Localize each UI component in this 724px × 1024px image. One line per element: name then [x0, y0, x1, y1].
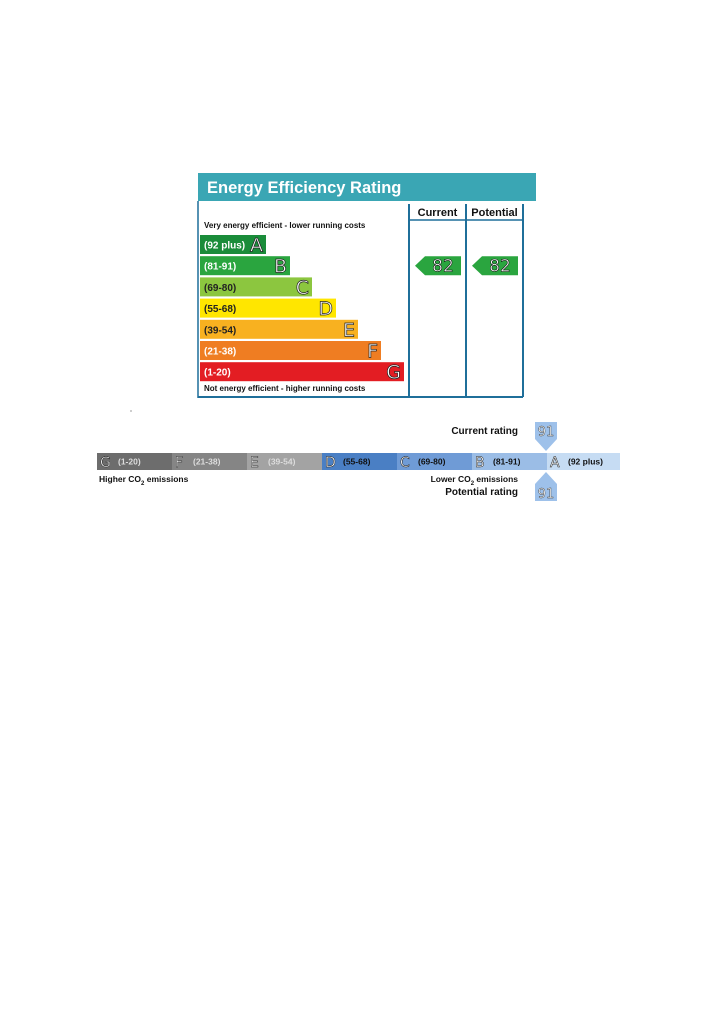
co2-rating-strip: [97, 422, 620, 502]
band-letter-f: F: [367, 340, 378, 363]
current-rating-value: 91: [537, 425, 555, 440]
band-range-c: (69-80): [204, 282, 237, 294]
band-letter-d: D: [318, 298, 333, 321]
co2-band-range-c: (69-80): [418, 456, 446, 467]
current-rating-label: Current rating: [451, 426, 518, 437]
potential-rating-pointer: [535, 472, 557, 484]
current-rating-value: 82: [432, 256, 454, 277]
band-letter-a: A: [250, 234, 263, 257]
column-header-current: Current: [417, 207, 458, 219]
bottom-note: Not energy efficient - higher running costs: [204, 384, 366, 393]
chart-title: Energy Efficiency Rating: [207, 179, 402, 197]
top-note: Very energy efficient - lower running costs: [204, 221, 366, 230]
co2-band-letter-a: A: [550, 455, 560, 471]
band-range-d: (55-68): [204, 304, 237, 316]
co2-band-range-a: (92 plus): [568, 456, 603, 467]
co2-band-letter-c: C: [400, 455, 410, 471]
band-range-f: (21-38): [204, 346, 237, 358]
co2-band-range-e: (39-54): [268, 456, 296, 467]
energy-efficiency-panel: [198, 173, 536, 398]
band-range-e: (39-54): [204, 325, 237, 337]
column-header-potential: Potential: [471, 207, 518, 219]
co2-band-range-d: (55-68): [343, 456, 371, 467]
co2-bands: [97, 453, 620, 471]
higher-co2-label: Higher $CO_2$ emissions: [99, 474, 189, 487]
potential-rating-value: 91: [537, 487, 555, 502]
lower-co2-label: Lower $CO_2$ emissions: [430, 474, 518, 487]
band-letter-g: G: [386, 361, 401, 384]
co2-band-range-b: (81-91): [493, 456, 521, 467]
co2-band-range-f: (21-38): [193, 456, 221, 467]
potential-rating-value: 82: [489, 256, 511, 277]
co2-band-letter-b: B: [475, 455, 485, 471]
co2-band-letter-e: E: [250, 455, 259, 471]
band-letter-e: E: [342, 319, 355, 342]
potential-rating-label: Potential rating: [445, 487, 518, 498]
band-range-b: (81-91): [204, 261, 237, 273]
stray-dot: [130, 410, 131, 411]
co2-band-letter-d: D: [325, 455, 336, 471]
current-rating-pointer: [535, 439, 557, 451]
band-range-a: (92 plus): [204, 240, 246, 252]
band-range-g: (1-20): [204, 367, 231, 379]
co2-band-range-g: (1-20): [118, 456, 141, 467]
band-letter-c: C: [295, 276, 309, 299]
efficiency-bands: [200, 235, 404, 384]
band-letter-b: B: [273, 255, 287, 278]
co2-band-letter-f: F: [175, 455, 184, 471]
co2-band-letter-g: G: [100, 455, 111, 471]
